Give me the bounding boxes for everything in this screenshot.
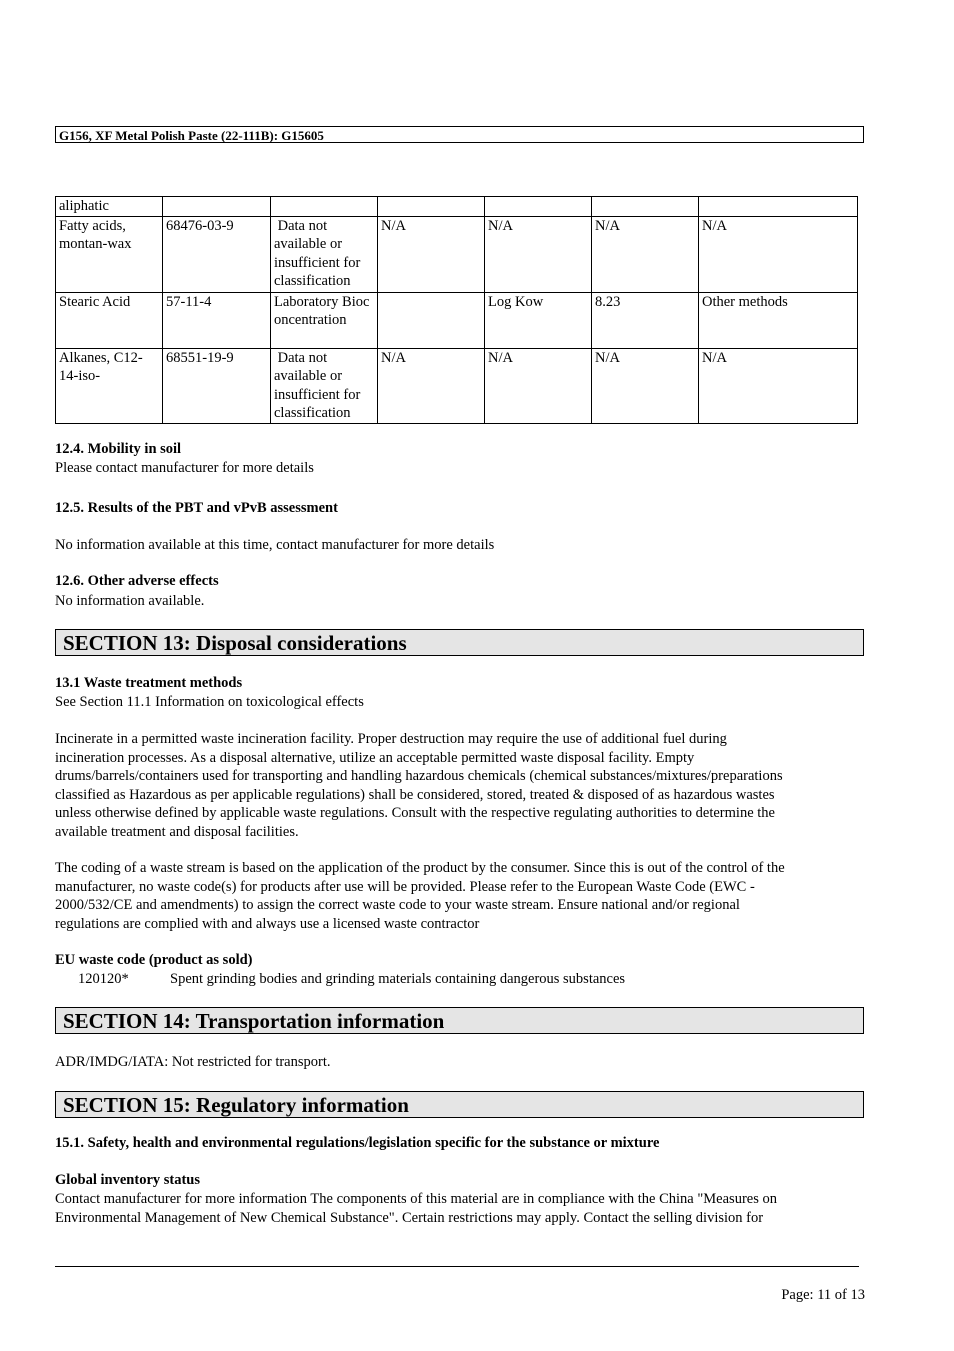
table-cell: Data not available or insufficient for classification [271,216,378,292]
section-14-title: SECTION 14: Transportation information [55,1007,864,1034]
table-cell: N/A [378,348,485,423]
inventory-text [55,1190,870,1227]
document-header: G156, XF Metal Polish Paste (22-111B): G15605 [55,126,864,143]
paragraph-line: manufacturer, no waste code(s) for products after use will be provided. Please refer to the European Waste Code (EWC - [55,878,755,895]
page-number: Page: 11 of 13 [781,1287,865,1303]
table-cell: 8.23 [592,292,699,348]
transport-text: ADR/IMDG/IATA: Not restricted for transport. [55,1054,331,1070]
table-cell: N/A [592,216,699,292]
table-cell: aliphatic [56,197,163,217]
waste-treatment-see: See Section 11.1 Information on toxicological effects [55,694,364,710]
waste-treatment-heading: 13.1 Waste treatment methods [55,675,243,691]
inventory-heading: Global inventory status [55,1172,201,1188]
disposal-paragraph [55,730,870,842]
table-cell: Data not available or insufficient for classification [271,348,378,423]
paragraph-line: 2000/532/CE and amendments) to assign the correct waste code to your waste stream. Ensure national and/or regional [55,897,740,914]
adverse-text: No information available. [55,593,205,609]
table-cell: N/A [485,216,592,292]
eu-waste-code: 120120* [78,971,129,987]
table-cell: 68551-19-9 [163,348,271,423]
table-cell: N/A [592,348,699,423]
pbt-text: No information available at this time, contact manufacturer for more details [55,537,495,553]
section-15-title: SECTION 15: Regulatory information [55,1091,864,1118]
ecotoxicity-table [55,196,858,424]
paragraph-line: Incinerate in a permitted waste incineration facility. Proper destruction may require the use of additional fuel during [55,731,727,747]
table-cell: 57-11-4 [163,292,271,348]
footer-divider [55,1266,859,1267]
table-cell: N/A [699,216,858,292]
mobility-text: Please contact manufacturer for more details [55,460,314,476]
table-cell: Laboratory Bioconcentration [271,292,378,348]
table-row [56,216,858,292]
regulations-heading: 15.1. Safety, health and environmental regulations/legislation specific for the substance or mixture [55,1135,660,1151]
table-cell [378,197,485,217]
table-cell [378,292,485,348]
eu-waste-description: Spent grinding bodies and grinding materials containing dangerous substances [170,971,626,987]
table-cell: N/A [378,216,485,292]
table-row [56,197,858,217]
table-row [56,348,858,423]
paragraph-line: The coding of a waste stream is based on the application of the product by the consumer. Since this is out of the control of the [55,860,785,876]
paragraph-line: Contact manufacturer for more information The components of this material are in compliance with the China "Measures on [55,1191,777,1207]
paragraph-line: classified as Hazardous as per applicable regulations) shall be considered, stored, treated & disposed of as hazardous wastes [55,786,775,803]
table-cell [271,197,378,217]
paragraph-line: Environmental Management of New Chemical Substance". Certain restrictions may apply. Contact the selling division for [55,1209,764,1226]
table-cell [163,197,271,217]
table-cell [592,197,699,217]
paragraph-line: drums/barrels/containers used for transporting and handling hazardous chemicals (chemical substances/mixtures/preparations [55,768,783,785]
mobility-heading: 12.4. Mobility in soil [55,441,182,457]
table-cell: 68476-03-9 [163,216,271,292]
pbt-heading: 12.5. Results of the PBT and vPvB assessment [55,500,338,516]
table-cell: N/A [699,348,858,423]
section-13-title: SECTION 13: Disposal considerations [55,629,864,656]
adverse-heading: 12.6. Other adverse effects [55,573,219,589]
table-row [56,292,858,348]
waste-code-paragraph [55,859,870,933]
table-cell [699,197,858,217]
paragraph-line: available treatment and disposal facilities. [55,823,299,840]
paragraph-line: unless otherwise defined by applicable waste regulations. Consult with the respective regulating authorities to determine the [55,805,775,822]
eu-waste-code-heading: EU waste code (product as sold) [55,952,253,968]
table-cell: Other methods [699,292,858,348]
table-cell: N/A [485,348,592,423]
table-cell: Log Kow [485,292,592,348]
paragraph-line: incineration processes. As a disposal alternative, utilize an acceptable permitted waste disposal facility. Empty [55,749,695,766]
table-cell [485,197,592,217]
table-cell: Fatty acids, montan-wax [56,216,163,292]
table-cell: Stearic Acid [56,292,163,348]
paragraph-line: regulations are complied with and always use a licensed waste contractor [55,915,480,932]
table-cell: Alkanes, C12-14-iso- [56,348,163,423]
